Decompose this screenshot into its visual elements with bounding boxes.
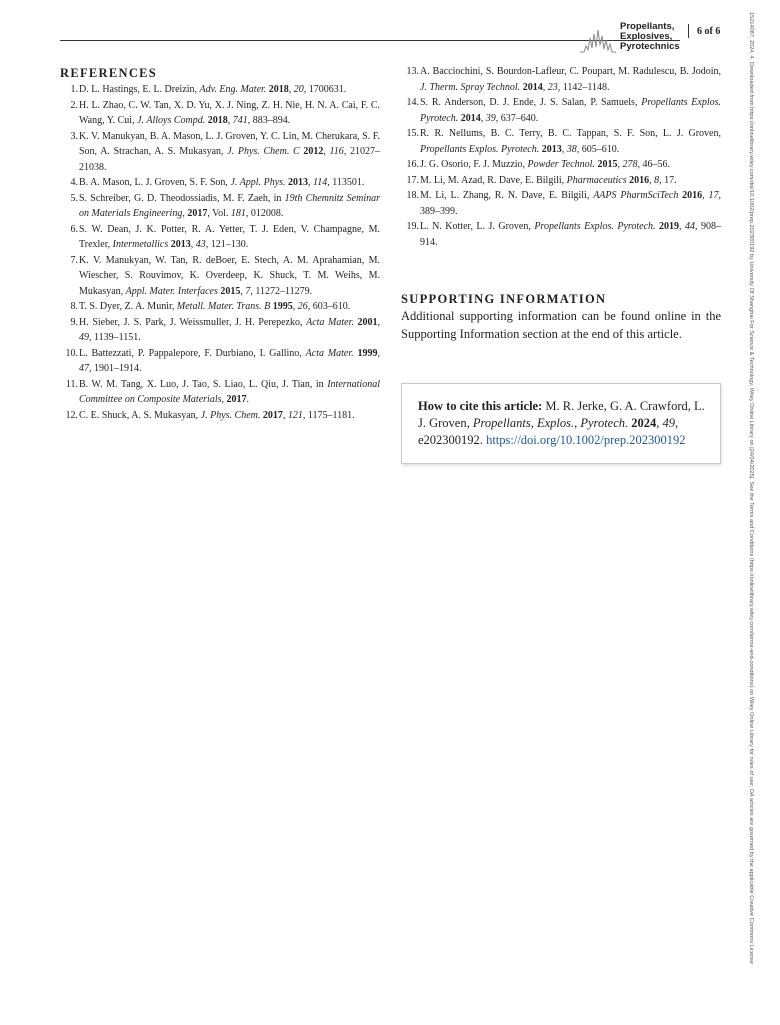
text-run: K. V. Manukyan, B. A. Mason, L. J. Groven, Y. C. Lin, M. Cherukara, S. F. Son, A. Strachan, A. S. Mukasyan, xyxy=(79,130,380,157)
text-run: B. A. Mason, L. J. Groven, S. F. Son, xyxy=(79,177,231,188)
reference-list xyxy=(401,64,721,250)
references-heading: REFERENCES xyxy=(60,66,158,80)
reference-item xyxy=(60,299,380,315)
text-run: , 605–610. xyxy=(576,143,620,155)
reference-number: 1. xyxy=(70,84,78,95)
text-run: , xyxy=(323,146,330,157)
page-number: 6 of 6 xyxy=(697,26,721,37)
journal-logo xyxy=(580,22,680,56)
italic-text: Propellants, Explos., Pyrotech. xyxy=(472,416,629,430)
reference-number: 17. xyxy=(406,174,419,186)
italic-text: 121 xyxy=(287,409,303,421)
text-run: S. W. Dean, J. K. Potter, R. A. Yetter, T. J. Eden, V. Champagne, M. Trexler, xyxy=(79,223,380,250)
text-run: , xyxy=(480,112,486,124)
supporting-information-section xyxy=(401,290,721,343)
bold-text: 2013 xyxy=(170,239,191,250)
text-run: , 908–914. xyxy=(420,221,722,248)
text-run: , xyxy=(542,81,548,93)
text-run: , 1142–1148. xyxy=(557,81,610,93)
reference-item xyxy=(60,408,380,424)
italic-text: 7 xyxy=(245,285,251,297)
bold-text: 2015 xyxy=(597,159,618,170)
italic-text: 278 xyxy=(622,159,638,170)
text-run: J. G. Osorio, F. J. Muzzio, xyxy=(420,159,528,170)
italic-text: 20 xyxy=(293,84,304,95)
italic-text: Propellants Explos. Pyrotech. xyxy=(420,97,722,124)
bold-text: 2014 xyxy=(460,112,481,124)
reference-number: 11. xyxy=(65,378,78,390)
reference-number: 18. xyxy=(406,190,419,201)
text-run: M. R. Jerke, G. A. Crawford, L. J. Groven, xyxy=(418,399,705,430)
text-run: , xyxy=(308,177,314,188)
italic-text: 38 xyxy=(566,143,577,155)
text-run: , 012008. xyxy=(245,208,284,219)
reference-item xyxy=(60,346,380,377)
text-run: . xyxy=(246,394,249,405)
text-run: , 389–399. xyxy=(420,190,722,217)
italic-text: 26 xyxy=(297,301,308,312)
text-run: , 1175–1181. xyxy=(302,409,355,421)
text-run: , xyxy=(190,239,196,250)
text-run: , xyxy=(377,316,381,328)
download-notice-text: 15214087, 2024, 4, Downloaded from https://onlinelibrary.wiley.com/doi/10.1002/prep.202300192 by University Of Shanghai For Science & Technology, Wiley Online Library on [24/04/2025]. See the Terms and Conditions (https://onlinelibrary.wiley.com/terms-and-conditions) on Wiley Online Library for rules of use; OA articles are governed by the applicable Creative Commons License xyxy=(748,12,754,964)
supporting-information-heading: SUPPORTING INFORMATION xyxy=(401,292,607,306)
text-run: R. R. Nellums, B. C. Terry, B. C. Tappan, S. F. Son, L. J. Groven, xyxy=(420,128,721,139)
italic-text: Propellants Explos. Pyrotech. xyxy=(420,143,540,155)
text-run: T. S. Dyer, Z. A. Munir, xyxy=(79,301,177,312)
text-run: , 121–130. xyxy=(205,239,249,250)
reference-item xyxy=(60,175,380,191)
text-run: , xyxy=(702,190,709,201)
reference-number: 8. xyxy=(70,301,78,312)
text-run: , 603–610. xyxy=(307,301,351,312)
italic-text: Acta Mater. xyxy=(305,347,354,359)
text-run: , xyxy=(649,174,655,186)
text-run: L. N. Kotter, L. J. Groven, xyxy=(420,221,535,232)
text-run: , xyxy=(656,416,663,430)
italic-text: 39 xyxy=(485,112,496,124)
reference-number: 3. xyxy=(70,130,78,142)
citation-text xyxy=(418,398,706,449)
text-run: , xyxy=(221,394,227,405)
text-run: A. Bacciochini, S. Bourdon-Lafleur, C. Poupart, M. Radulescu, B. Jodoin, xyxy=(420,66,721,77)
italic-text: 43 xyxy=(195,239,206,250)
reference-item xyxy=(401,173,721,189)
citation-box xyxy=(401,383,721,464)
italic-text: Intermetallics xyxy=(112,239,169,250)
text-run: S. Schreiber, G. D. Theodossiadis, M. F. Zaeh, in xyxy=(79,192,285,204)
text-run: K. V. Manukyan, W. Tan, R. deBoer, E. Stech, A. M. Aprahamian, M. Wiescher, S. Rouvimov, K. Overdeep, K. Shuck, T. M. Weihs, M. Mukasyan, xyxy=(79,254,380,297)
italic-text: 23 xyxy=(547,81,558,93)
doi-link[interactable]: https://doi.org/10.1002/prep.202300192 xyxy=(486,433,686,447)
italic-text: Propellants Explos. Pyrotech. xyxy=(534,221,656,232)
reference-number: 2. xyxy=(70,99,78,111)
supporting-information-text: Additional supporting information can be found online in the Supporting Information section at the end of this article. xyxy=(401,309,721,341)
italic-text: 114 xyxy=(313,177,328,188)
reference-number: 9. xyxy=(70,316,78,328)
text-run: D. L. Hastings, E. L. Dreizin, xyxy=(79,84,200,95)
italic-text: Pharmaceutics xyxy=(566,174,627,186)
italic-text: 49 xyxy=(662,416,676,430)
text-run: , Vol. xyxy=(207,208,231,219)
citation-label: How to cite this article: xyxy=(418,399,543,413)
text-run: H. L. Zhao, C. W. Tan, X. D. Yu, X. J. Ning, Z. H. Nie, H. N. A. Cai, F. C. Wang, Y. Cui, xyxy=(79,99,380,126)
text-run: , xyxy=(282,409,288,421)
text-run: , 1700631. xyxy=(303,84,347,95)
bold-text: 2017 xyxy=(187,208,208,219)
text-run: , 637–640. xyxy=(495,112,539,124)
bold-text: 2018 xyxy=(268,84,289,95)
text-run: , 17. xyxy=(659,174,677,186)
bold-text: 2012 xyxy=(303,146,324,157)
reference-list xyxy=(60,82,380,423)
italic-text: Adv. Eng. Mater. xyxy=(199,84,267,95)
italic-text: 44 xyxy=(685,221,696,232)
italic-text: International Committee on Composite Materials xyxy=(79,378,380,405)
italic-text: J. Phys. Chem. C xyxy=(227,146,300,157)
text-run: , 21027–21038. xyxy=(79,146,380,173)
journal-name-line: Explosives, xyxy=(620,31,673,42)
bold-text: 2014 xyxy=(522,81,543,93)
bold-text: 1999 xyxy=(357,347,378,359)
bold-text: 2013 xyxy=(541,143,562,155)
italic-text: 19th Chemnitz Seminar on Materials Engineering xyxy=(79,192,380,219)
text-run: , 883–894. xyxy=(247,115,291,126)
reference-number: 14. xyxy=(406,97,419,108)
reference-number: 13. xyxy=(406,66,419,77)
reference-item xyxy=(60,222,380,253)
reference-item xyxy=(60,315,380,346)
italic-text: J. Therm. Spray Technol. xyxy=(420,81,521,93)
text-run: B. W. M. Tang, X. Luo, J. Tao, S. Liao, L. Qiu, J. Tian, in xyxy=(79,378,328,390)
references-column-right xyxy=(401,64,721,464)
bold-text: 2015 xyxy=(220,285,241,297)
reference-number: 19. xyxy=(406,221,419,232)
bold-text: 2001 xyxy=(357,316,378,328)
italic-text: 116 xyxy=(329,146,344,157)
bold-text: 2017 xyxy=(226,394,247,405)
reference-number: 10. xyxy=(65,347,78,359)
reference-number: 12. xyxy=(65,409,78,421)
text-run: , 1139–1151. xyxy=(89,332,141,343)
reference-item xyxy=(401,219,721,250)
reference-item xyxy=(401,157,721,173)
bold-text: 2018 xyxy=(207,115,228,126)
bold-text: 2019 xyxy=(659,221,680,232)
journal-name xyxy=(620,22,682,52)
text-run: L. Battezzati, P. Pappalepore, F. Durbiano, I. Gallino, xyxy=(79,347,306,359)
reference-number: 7. xyxy=(70,254,78,266)
text-run: , e202300192. xyxy=(418,416,679,447)
text-run: , xyxy=(679,221,686,232)
reference-number: 16. xyxy=(406,159,419,170)
bold-text: 2017 xyxy=(262,409,283,421)
text-run: S. R. Anderson, D. J. Ende, J. S. Salan, P. Samuels, xyxy=(420,97,642,108)
text-run: , xyxy=(292,301,298,312)
reference-item xyxy=(401,126,721,157)
text-run: , xyxy=(182,208,188,219)
text-run: C. E. Shuck, A. S. Mukasyan, xyxy=(79,409,201,421)
bold-text: 2024 xyxy=(631,416,657,430)
italic-text: 47 xyxy=(79,363,89,374)
italic-text: J. Alloys Compd. xyxy=(137,115,206,126)
text-run: , 1901–1914. xyxy=(89,363,142,374)
download-notice xyxy=(744,12,758,1012)
italic-text: Metall. Mater. Trans. B xyxy=(176,301,271,312)
text-run: M. Li, L. Zhang, R. N. Dave, E. Bilgili, xyxy=(420,190,594,201)
reference-item xyxy=(60,98,380,129)
italic-text: 49 xyxy=(79,332,89,343)
reference-item xyxy=(60,191,380,222)
journal-name-line: Pyrotechnics xyxy=(620,41,680,52)
reference-item xyxy=(401,64,721,95)
reference-number: 4. xyxy=(70,177,78,188)
text-run: , xyxy=(288,84,294,95)
text-run: M. Li, M. Azad, R. Dave, E. Bilgili, xyxy=(420,174,567,186)
reference-item xyxy=(60,129,380,176)
italic-text: AAPS PharmSciTech xyxy=(593,190,679,201)
text-run: , xyxy=(561,143,567,155)
italic-text: Appl. Mater. Interfaces xyxy=(125,285,218,297)
bold-text: 1995 xyxy=(272,301,293,312)
text-run: , 113501. xyxy=(327,177,365,188)
text-run: , xyxy=(227,115,233,126)
italic-text: 17 xyxy=(708,190,719,201)
page-number-divider xyxy=(688,24,689,38)
journal-name-line: Propellants, xyxy=(620,21,675,32)
reference-number: 6. xyxy=(70,223,78,235)
bold-text: 2013 xyxy=(288,177,309,188)
italic-text: 8 xyxy=(654,174,660,186)
reference-item xyxy=(60,253,380,300)
italic-text: Powder Technol. xyxy=(527,159,595,170)
reference-item xyxy=(401,95,721,126)
italic-text: J. Appl. Phys. xyxy=(230,177,286,188)
text-run: , xyxy=(377,347,381,359)
italic-text: Acta Mater. xyxy=(306,316,354,328)
text-run: , 11272–11279. xyxy=(250,285,313,297)
text-run: , xyxy=(240,285,246,297)
bold-text: 2016 xyxy=(629,174,650,186)
reference-number: 15. xyxy=(406,128,419,139)
italic-text: 741 xyxy=(232,115,248,126)
reference-item xyxy=(60,377,380,408)
reference-number: 5. xyxy=(70,192,78,204)
bold-text: 2016 xyxy=(682,190,703,201)
reference-item xyxy=(60,82,380,98)
references-column-left xyxy=(60,64,380,423)
reference-item xyxy=(401,188,721,219)
text-run: H. Sieber, J. S. Park, J. Weissmuller, J. H. Perepezko, xyxy=(79,316,307,328)
italic-text: 181 xyxy=(230,208,246,219)
text-run: , xyxy=(617,159,623,170)
italic-text: J. Phys. Chem. xyxy=(200,409,261,421)
explosion-waveform-icon xyxy=(580,28,616,54)
text-run: , 46–56. xyxy=(637,159,670,170)
